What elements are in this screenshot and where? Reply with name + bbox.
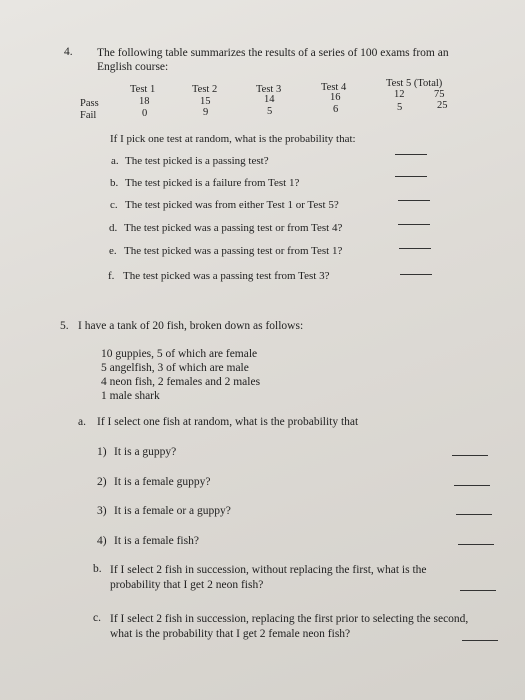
fish-list-item: 10 guppies, 5 of which are female	[101, 348, 258, 360]
answer-blank[interactable]	[456, 514, 492, 515]
sub-item-text: It is a female or a guppy?	[114, 505, 231, 517]
sub-question-letter: f.	[108, 270, 115, 282]
fish-list-item: 4 neon fish, 2 females and 2 males	[101, 376, 261, 388]
table-cell: 0	[142, 108, 148, 119]
question-4-intro: The following table summarizes the results of a series of 100 exams from an English course:	[97, 47, 449, 73]
table-cell: 75	[434, 89, 445, 100]
fish-list-item: 1 male shark	[101, 390, 160, 402]
table-cell: 25	[437, 100, 448, 111]
table-cell: 6	[333, 104, 339, 115]
question-4-prompt: If I pick one test at random, what is the probability that:	[110, 133, 356, 145]
sub-question-letter: c.	[110, 199, 118, 211]
sub-question-letter: e.	[109, 245, 117, 257]
answer-blank[interactable]	[400, 274, 432, 275]
answer-blank[interactable]	[399, 248, 431, 249]
table-header-test2: Test 2	[192, 84, 218, 95]
table-cell: 18	[139, 96, 150, 107]
part-b-letter: b.	[93, 563, 102, 575]
sub-question-text: The test picked is a failure from Test 1?	[125, 177, 300, 189]
sub-item-text: It is a guppy?	[114, 446, 177, 458]
table-cell: 16	[330, 92, 341, 103]
sub-question-text: The test picked was a passing test or from Test 4?	[124, 222, 343, 234]
part-c-letter: c.	[93, 612, 101, 624]
sub-item-text: It is a female guppy?	[114, 476, 211, 488]
sub-item-text: It is a female fish?	[114, 535, 199, 547]
answer-blank[interactable]	[460, 590, 496, 591]
sub-question-letter: d.	[109, 222, 118, 234]
answer-blank[interactable]	[395, 176, 427, 177]
table-header-test4: Test 4	[321, 82, 347, 93]
table-cell: 9	[203, 107, 209, 118]
table-header-test1: Test 1	[130, 84, 156, 95]
sub-question-text: The test picked is a passing test?	[125, 155, 269, 167]
answer-blank[interactable]	[452, 455, 488, 456]
table-cell: 14	[264, 94, 275, 105]
part-b-text: If I select 2 fish in succession, without replacing the first, what is the probability that I get 2 neon fish?	[110, 564, 427, 591]
answer-blank[interactable]	[462, 640, 498, 641]
answer-blank[interactable]	[398, 224, 430, 225]
fish-list-item: 5 angelfish, 3 of which are male	[101, 362, 249, 374]
answer-blank[interactable]	[454, 485, 490, 486]
answer-blank[interactable]	[398, 200, 430, 201]
sub-question-text: The test picked was a passing test or from Test 1?	[124, 245, 343, 257]
sub-item-number: 3)	[97, 505, 107, 517]
answer-blank[interactable]	[395, 154, 427, 155]
sub-question-letter: a.	[111, 155, 119, 167]
question-5-number: 5.	[60, 320, 69, 332]
sub-item-number: 2)	[97, 476, 107, 488]
table-header-test5-total: Test 5 (Total)	[386, 78, 443, 89]
table-cell: 5	[267, 106, 273, 117]
table-row-label-pass: Pass	[80, 98, 99, 109]
question-4-number: 4.	[64, 46, 73, 58]
sub-item-number: 1)	[97, 446, 107, 458]
table-header-test3: Test 3	[256, 84, 282, 95]
sub-question-text: The test picked was a passing test from Test 3?	[123, 270, 330, 282]
answer-blank[interactable]	[458, 544, 494, 545]
part-a-letter: a.	[78, 416, 86, 428]
part-c-text: If I select 2 fish in succession, replacing the first prior to selecting the second, what is the probability that I get 2 female neon fish?	[110, 613, 469, 640]
part-a-text: If I select one fish at random, what is the probability that	[97, 416, 359, 428]
table-cell: 5	[397, 102, 403, 113]
sub-question-text: The test picked was from either Test 1 or Test 5?	[125, 199, 339, 211]
table-cell: 15	[200, 96, 211, 107]
table-row-label-fail: Fail	[80, 110, 97, 121]
sub-question-letter: b.	[110, 177, 119, 189]
sub-item-number: 4)	[97, 535, 107, 547]
table-cell: 12	[394, 89, 405, 100]
question-5-intro: I have a tank of 20 fish, broken down as follows:	[78, 320, 304, 332]
